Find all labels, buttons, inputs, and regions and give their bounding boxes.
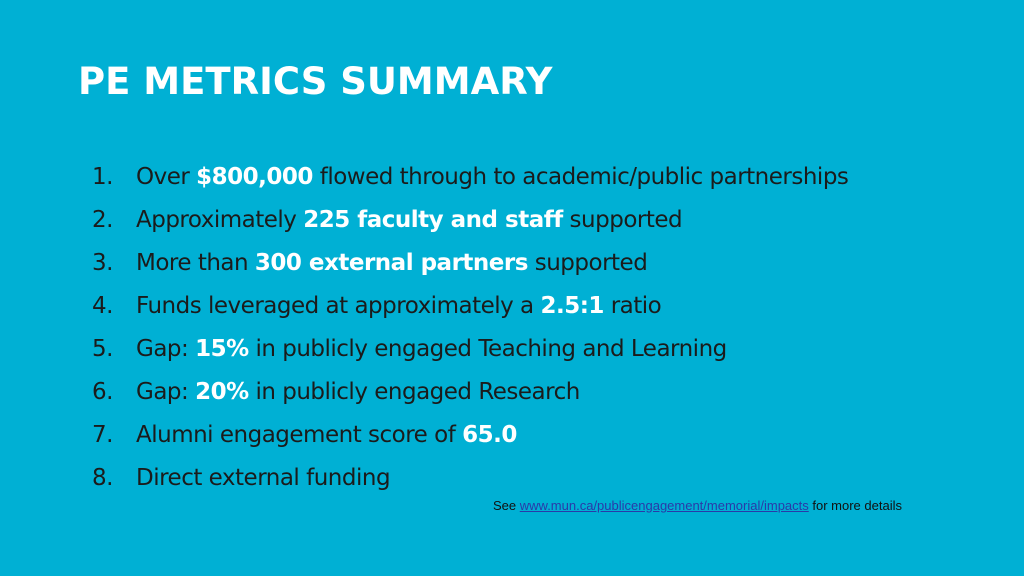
metric-item	[92, 156, 848, 199]
metric-text: Gap:	[136, 379, 196, 405]
metric-text: More than	[136, 250, 255, 276]
impacts-link[interactable]: www.mun.ca/publicengagement/memorial/impacts	[519, 498, 809, 513]
metrics-list	[92, 156, 848, 500]
metric-number: 1.	[92, 164, 113, 190]
metric-number: 4.	[92, 293, 113, 319]
metric-text: Approximately	[136, 207, 304, 233]
metric-text-end: supported	[562, 207, 683, 233]
metric-item	[92, 328, 848, 371]
slide-title: PE METRICS SUMMARY	[78, 60, 553, 103]
footnote	[493, 498, 902, 513]
metric-text: Direct external funding	[136, 465, 391, 491]
metric-text-end: ratio	[603, 293, 662, 319]
metric-highlight: 225 faculty and staff	[303, 207, 563, 233]
metric-highlight: $800,000	[196, 164, 313, 190]
footnote-suffix: for more details	[808, 498, 902, 513]
metric-highlight: 20%	[195, 379, 249, 405]
metric-item	[92, 457, 848, 500]
metric-text: Alumni engagement score of	[136, 422, 463, 448]
metric-text-end: in publicly engaged Research	[248, 379, 580, 405]
metric-number: 6.	[92, 379, 113, 405]
metric-item	[92, 242, 848, 285]
metric-number: 5.	[92, 336, 113, 362]
metric-highlight: 65.0	[462, 422, 517, 448]
metric-text: Over	[136, 164, 197, 190]
metric-highlight: 2.5:1	[540, 293, 604, 319]
footnote-prefix: See	[493, 498, 520, 513]
metric-text-end: supported	[527, 250, 648, 276]
metric-item	[92, 414, 848, 457]
metric-highlight: 300 external partners	[254, 250, 528, 276]
metric-item	[92, 371, 848, 414]
metric-highlight: 15%	[195, 336, 249, 362]
metric-number: 8.	[92, 465, 113, 491]
metric-number: 3.	[92, 250, 113, 276]
metric-number: 2.	[92, 207, 113, 233]
metric-text: Gap:	[136, 336, 196, 362]
metric-text-end: flowed through to academic/public partnerships	[312, 164, 849, 190]
metric-number: 7.	[92, 422, 113, 448]
metric-item	[92, 199, 848, 242]
metric-text: Funds leveraged at approximately a	[136, 293, 541, 319]
metric-item	[92, 285, 848, 328]
metric-text-end: in publicly engaged Teaching and Learning	[248, 336, 727, 362]
